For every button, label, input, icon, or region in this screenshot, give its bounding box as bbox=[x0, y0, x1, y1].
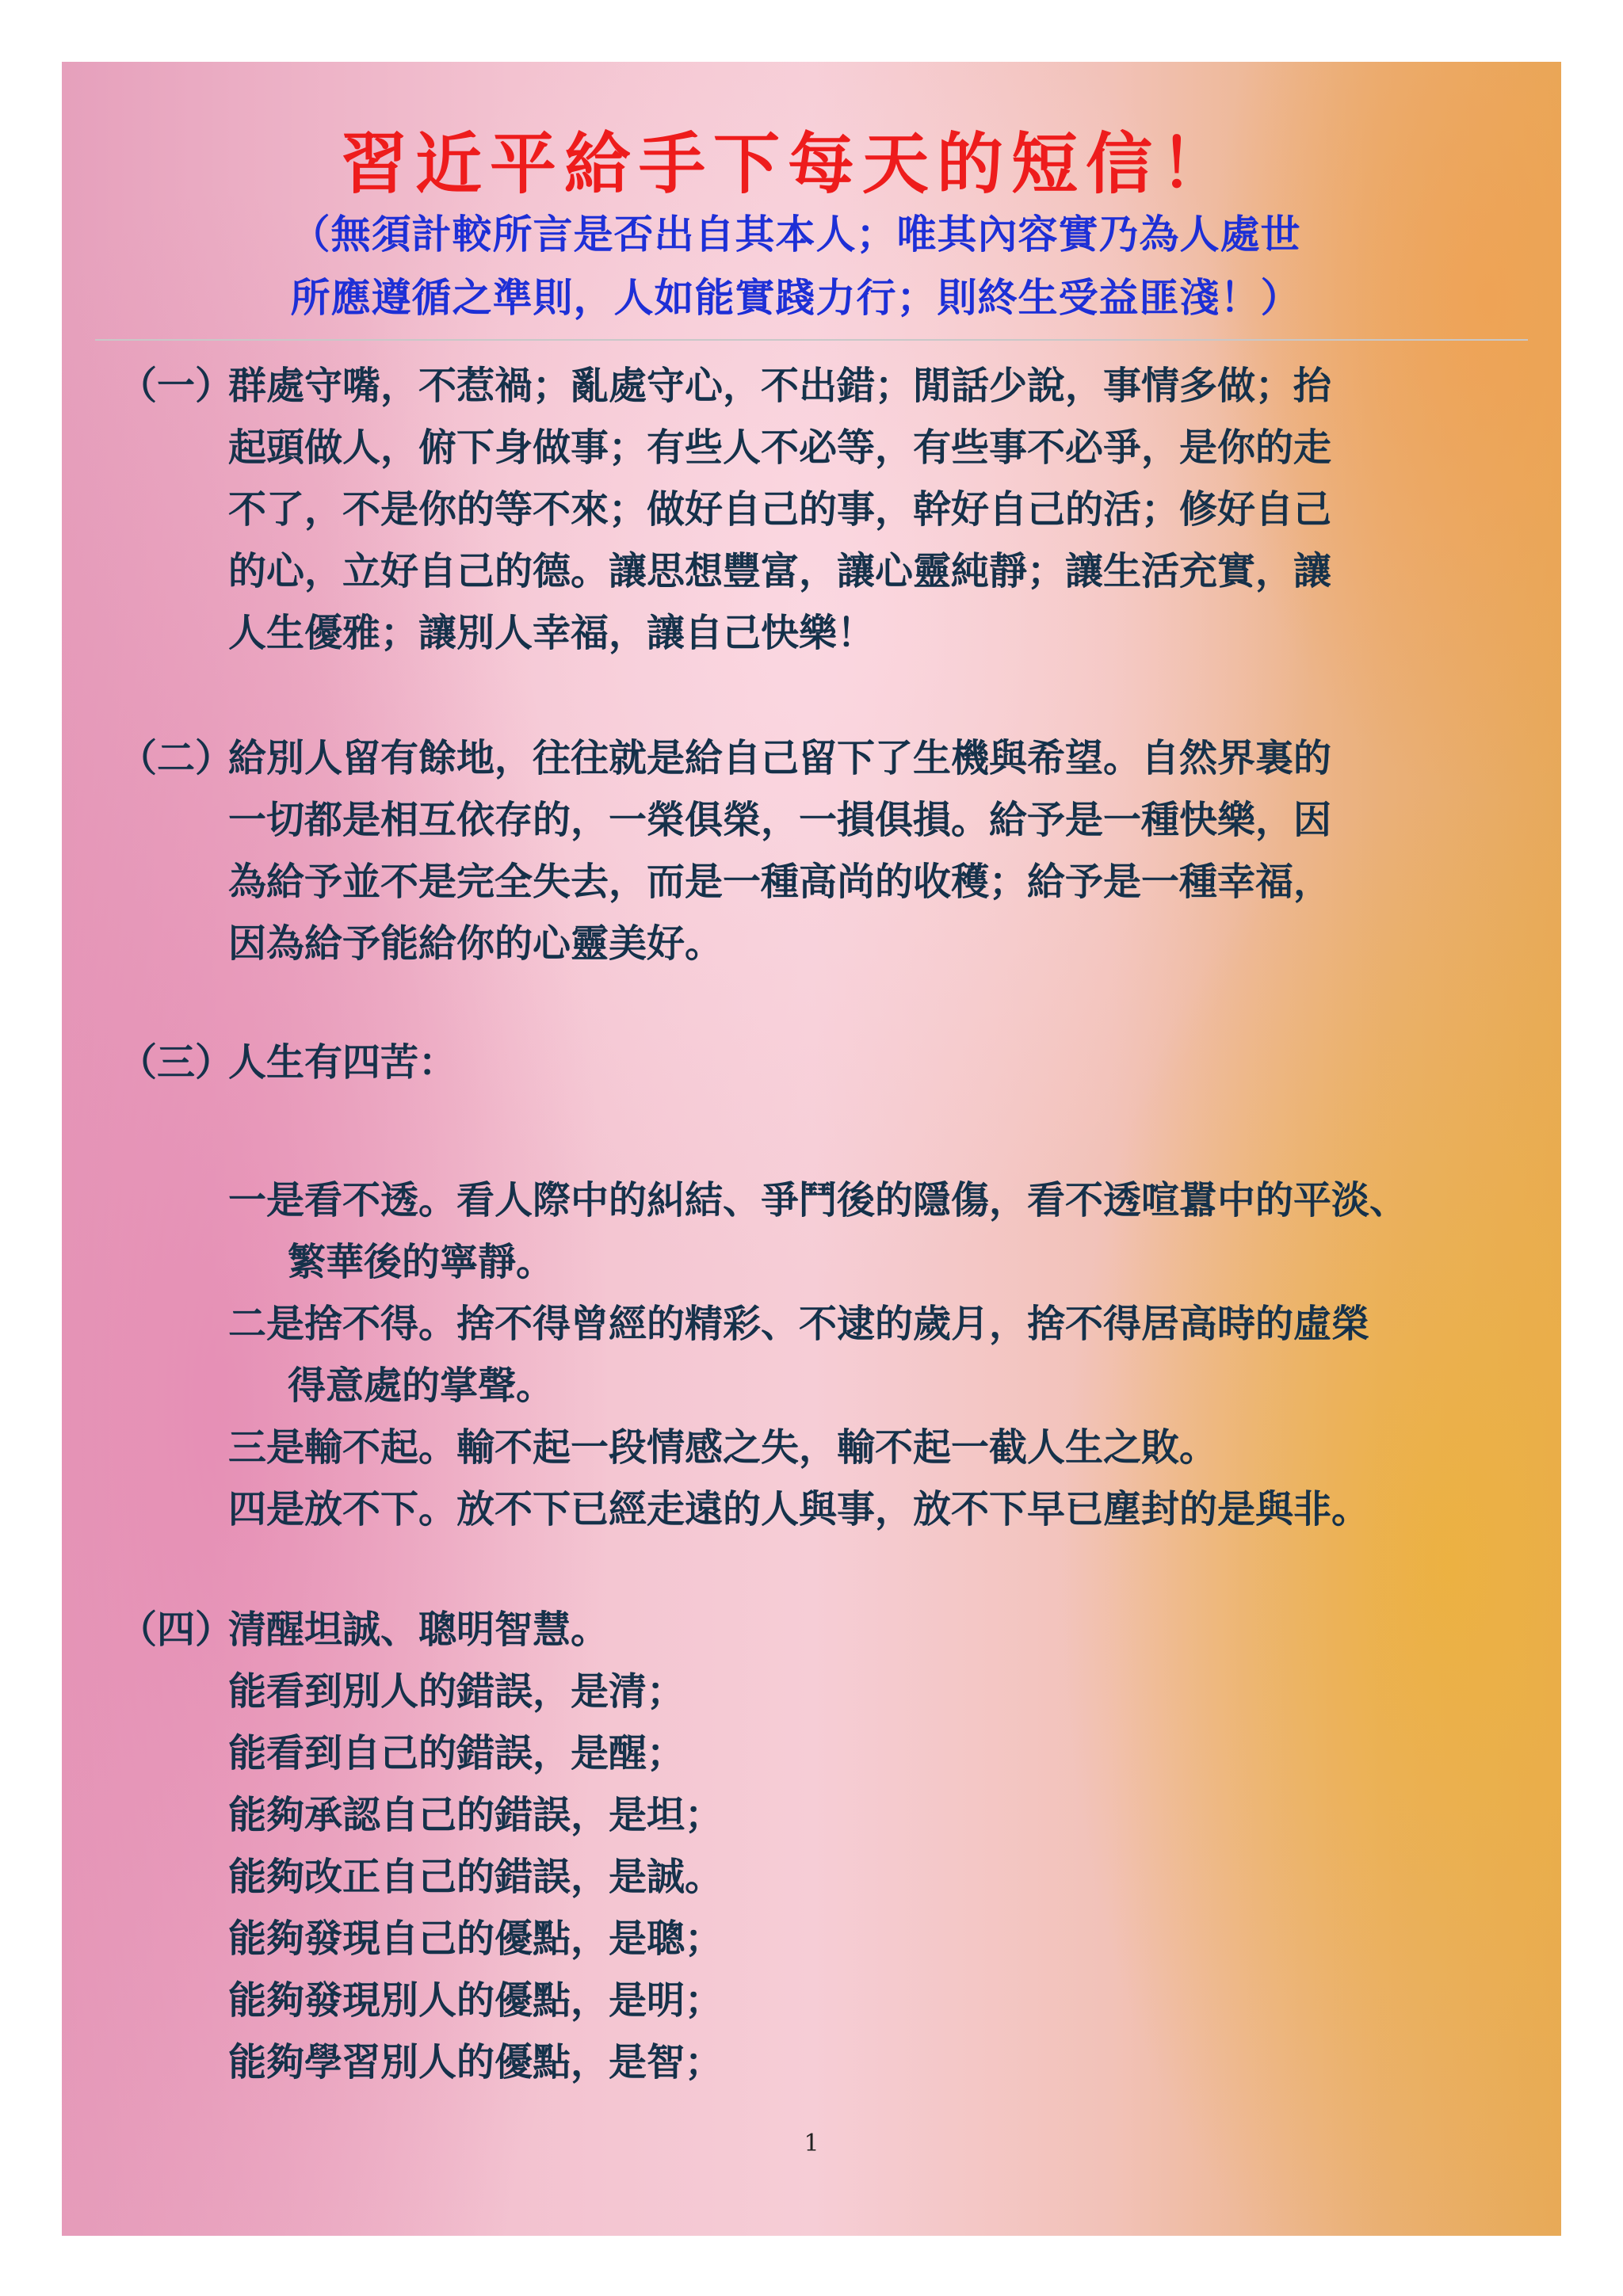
section-4-number: （四） bbox=[119, 1608, 234, 1652]
section-3-item: 四是放不下。放不下已經走遠的人與事，放不下早已塵封的是與非。 bbox=[228, 1487, 1370, 1531]
section-3-intro: 人生有四苦： bbox=[228, 1040, 457, 1085]
section-2-line: 一切都是相互依存的，一榮俱榮，一損俱損。給予是一種快樂，因 bbox=[228, 798, 1332, 842]
section-2-line: 給別人留有餘地，往往就是給自己留下了生機與希望。自然界裏的 bbox=[228, 736, 1332, 780]
section-1-line: 人生優雅；讓別人幸福，讓自己快樂！ bbox=[228, 611, 876, 655]
subtitle-line-2: 所應遵循之準則，人如能實踐力行；則終生受益匪淺！） bbox=[290, 274, 1301, 321]
section-2-line: 因為給予能給你的心靈美好。 bbox=[228, 921, 724, 966]
section-4-line: 能夠改正自己的錯誤，是誠。 bbox=[228, 1855, 724, 1899]
document-page bbox=[62, 62, 1561, 2236]
section-3-item: 三是輸不起。輸不起一段情感之失，輸不起一截人生之敗。 bbox=[228, 1425, 1218, 1470]
section-3-number: （三） bbox=[119, 1040, 234, 1085]
section-1-line: 起頭做人，俯下身做事；有些人不必等，有些事不必爭，是你的走 bbox=[228, 425, 1332, 470]
section-3-item: 一是看不透。看人際中的糾結、爭鬥後的隱傷，看不透喧囂中的平淡、 bbox=[228, 1178, 1408, 1222]
divider bbox=[95, 339, 1528, 341]
section-2-number: （二） bbox=[119, 736, 234, 780]
section-1-line: 的心，立好自己的德。讓思想豐富，讓心靈純靜；讓生活充實，讓 bbox=[228, 549, 1332, 593]
section-1-number: （一） bbox=[119, 364, 234, 408]
section-1-line: 不了，不是你的等不來；做好自己的事，幹好自己的活；修好自己 bbox=[228, 487, 1332, 532]
section-4-line: 能夠發現別人的優點，是明； bbox=[228, 1978, 724, 2023]
section-3-item-continuation: 繁華後的寧靜。 bbox=[288, 1240, 555, 1284]
section-3-item-continuation: 得意處的掌聲。 bbox=[288, 1363, 555, 1408]
section-3-item: 二是捨不得。捨不得曾經的精彩、不逮的歲月，捨不得居高時的虛榮 bbox=[228, 1302, 1370, 1346]
page-title: 習近平給手下每天的短信！ bbox=[340, 125, 1235, 203]
section-4-line: 能看到別人的錯誤，是清； bbox=[228, 1669, 685, 1714]
section-2-line: 為給予並不是完全失去，而是一種高尚的收穫；給予是一種幸福， bbox=[228, 860, 1332, 904]
section-4-line: 能夠學習別人的優點，是智； bbox=[228, 2040, 724, 2084]
section-4-line: 能看到自己的錯誤，是醒； bbox=[228, 1731, 685, 1775]
section-4-line: 能夠發現自己的優點，是聰； bbox=[228, 1917, 724, 1961]
section-4-intro: 清醒坦誠、聰明智慧。 bbox=[228, 1608, 609, 1652]
subtitle-line-1: （無須計較所言是否出自其本人；唯其內容實乃為人處世 bbox=[290, 211, 1301, 257]
section-4-line: 能夠承認自己的錯誤，是坦； bbox=[228, 1793, 724, 1837]
section-1-line: 群處守嘴，不惹禍；亂處守心，不出錯；閒話少說，事情多做；抬 bbox=[228, 364, 1332, 408]
page-number: 1 bbox=[804, 2130, 819, 2157]
